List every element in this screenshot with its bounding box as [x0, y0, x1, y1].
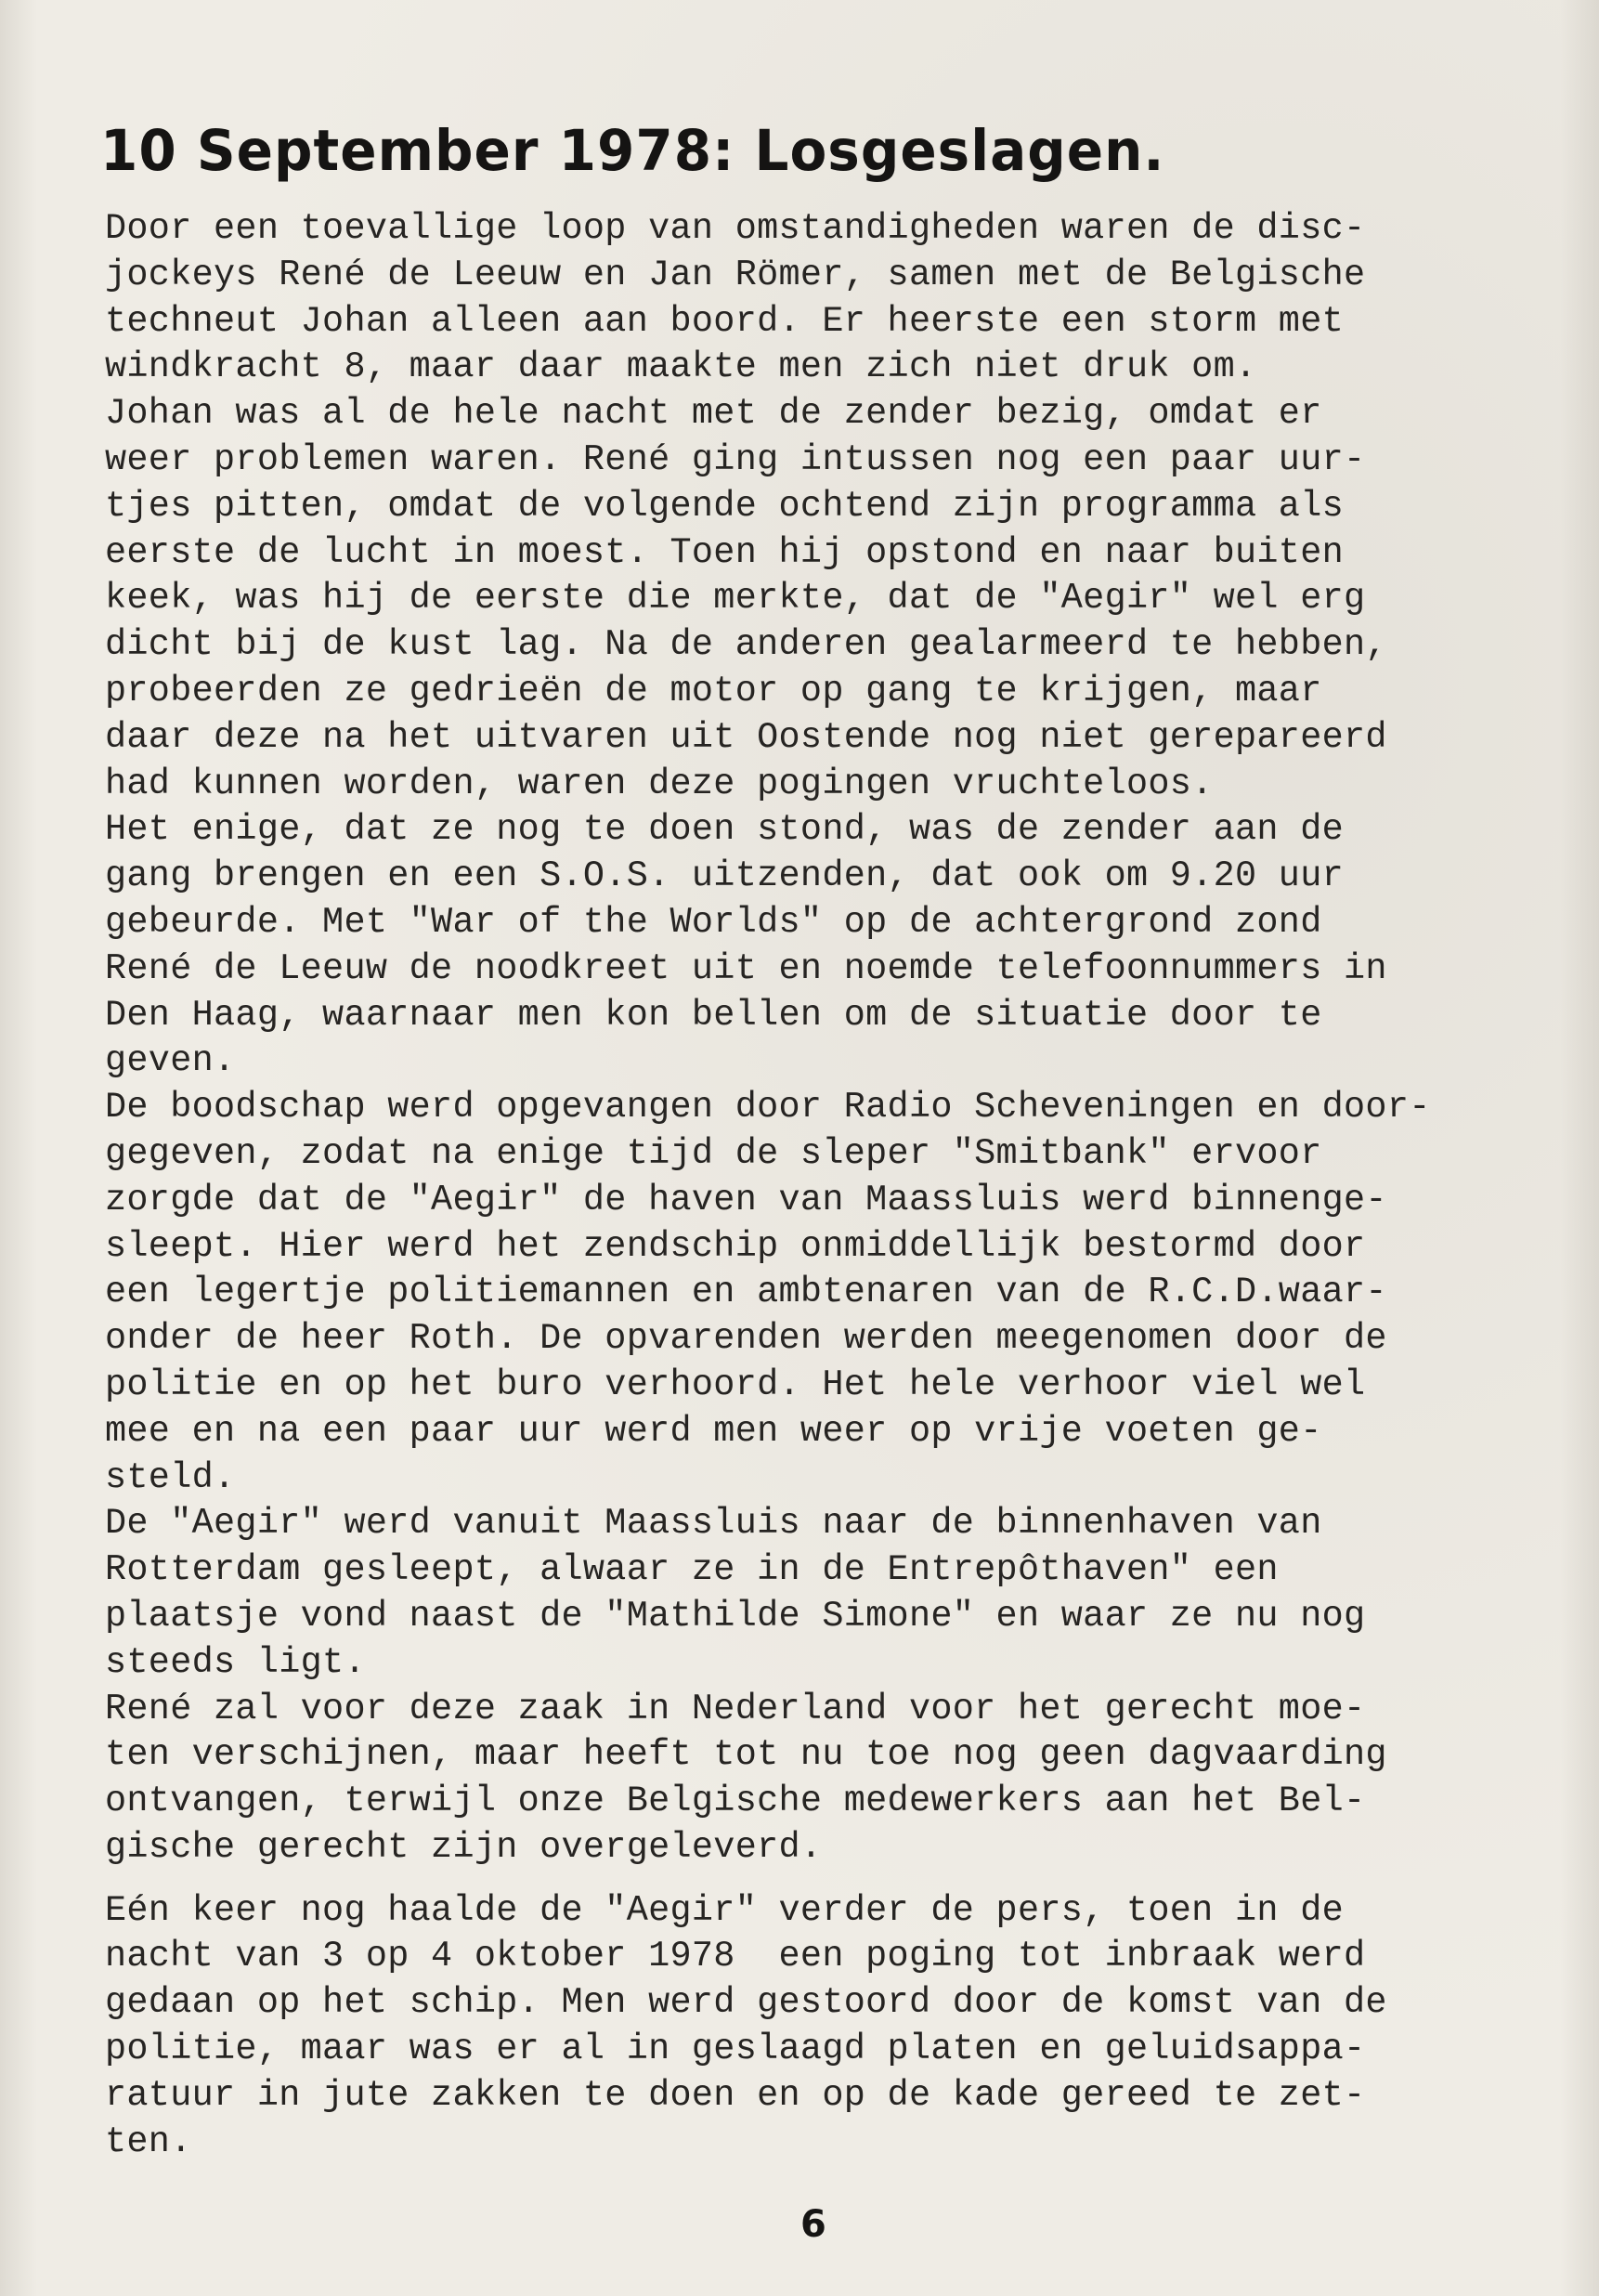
text-line: ratuur in jute zakken te doen en op de kade gereed te zet-	[105, 2074, 1366, 2116]
text-line: mee en na een paar uur werd men weer op vrije voeten ge-	[105, 1410, 1322, 1452]
text-line: sleept. Hier werd het zendschip onmiddellijk bestormd door	[105, 1225, 1366, 1267]
paragraph	[105, 1687, 1554, 1872]
text-line: De boodschap werd opgevangen door Radio Scheveningen en door-	[105, 1087, 1431, 1128]
text-line: techneut Johan alleen aan boord. Er heerste een storm met	[105, 300, 1345, 342]
text-line: De "Aegir" werd vanuit Maassluis naar de binnenhaven van	[105, 1503, 1322, 1545]
page-number: 6	[800, 2203, 826, 2246]
text-line: plaatsje vond naast de "Mathilde Simone" en waar ze nu nog	[105, 1595, 1366, 1637]
text-line: eerste de lucht in moest. Toen hij opstond en naar buiten	[105, 531, 1345, 573]
page-title: 10 September 1978: Losgeslagen.	[100, 117, 1165, 184]
text-line: gang brengen en een S.O.S. uitzenden, dat ook om 9.20 uur	[105, 855, 1345, 897]
text-line: René zal voor deze zaak in Nederland voor het gerecht moe-	[105, 1688, 1366, 1729]
text-line: daar deze na het uitvaren uit Oostende nog niet gerepareerd	[105, 716, 1387, 758]
text-line: Eén keer nog haalde de "Aegir" verder de pers, toen in de	[105, 1889, 1345, 1931]
text-line: politie en op het buro verhoord. Het hele verhoor viel wel	[105, 1363, 1366, 1405]
text-line: Het enige, dat ze nog te doen stond, was de zender aan de	[105, 809, 1345, 851]
text-line: gedaan op het schip. Men werd gestoord door de komst van de	[105, 1982, 1387, 2024]
text-line: politie, maar was er al in geslaagd platen en geluidsappa-	[105, 2029, 1366, 2070]
paragraph	[105, 206, 1554, 391]
text-line: René de Leeuw de noodkreet uit en noemde telefoonnummers in	[105, 947, 1387, 989]
text-line: ten verschijnen, maar heeft tot nu toe nog geen dagvaarding	[105, 1734, 1387, 1776]
text-line: Rotterdam gesleept, alwaar ze in de Entrepôthaven" een	[105, 1549, 1279, 1591]
text-line: geven.	[105, 1040, 236, 1082]
text-line: gebeurde. Met "War of the Worlds" op de achtergrond zond	[105, 901, 1322, 943]
text-line: jockeys René de Leeuw en Jan Römer, samen met de Belgische	[105, 254, 1366, 295]
text-line: ten.	[105, 2120, 192, 2162]
text-line: steld.	[105, 1456, 236, 1498]
text-line: dicht bij de kust lag. Na de anderen gealarmeerd te hebben,	[105, 624, 1387, 666]
text-line: onder de heer Roth. De opvarenden werden meegenomen door de	[105, 1318, 1387, 1360]
paragraph	[105, 1888, 1554, 2166]
text-line: gische gerecht zijn overgeleverd.	[105, 1826, 823, 1868]
text-line: gegeven, zodat na enige tijd de sleper "Smitbank" ervoor	[105, 1132, 1322, 1174]
paragraph	[105, 807, 1554, 1085]
text-line: had kunnen worden, waren deze pogingen vruchteloos.	[105, 763, 1214, 804]
text-line: tjes pitten, omdat de volgende ochtend zijn programma als	[105, 485, 1345, 527]
text-line: keek, was hij de eerste die merkte, dat de "Aegir" wel erg	[105, 578, 1366, 620]
text-line: steeds ligt.	[105, 1641, 366, 1683]
text-line: windkracht 8, maar daar maakte men zich niet druk om.	[105, 346, 1257, 388]
text-line: zorgde dat de "Aegir" de haven van Maassluis werd binnenge-	[105, 1179, 1387, 1220]
paragraph	[105, 391, 1554, 807]
text-line: ontvangen, terwijl onze Belgische medewerkers aan het Bel-	[105, 1781, 1366, 1822]
article-body	[105, 206, 1554, 2165]
paragraph	[105, 1085, 1554, 1501]
text-line: nacht van 3 op 4 oktober 1978 een poging tot inbraak werd	[105, 1936, 1366, 1977]
text-line: Door een toevallige loop van omstandigheden waren de disc-	[105, 208, 1366, 249]
text-line: Johan was al de hele nacht met de zender bezig, omdat er	[105, 393, 1322, 435]
text-line: probeerden ze gedrieën de motor op gang te krijgen, maar	[105, 670, 1322, 711]
paragraph	[105, 1501, 1554, 1686]
text-line: Den Haag, waarnaar men kon bellen om de situatie door te	[105, 994, 1322, 1036]
text-line: een legertje politiemannen en ambtenaren van de R.C.D.waar-	[105, 1272, 1387, 1313]
text-line: weer problemen waren. René ging intussen nog een paar uur-	[105, 438, 1366, 480]
